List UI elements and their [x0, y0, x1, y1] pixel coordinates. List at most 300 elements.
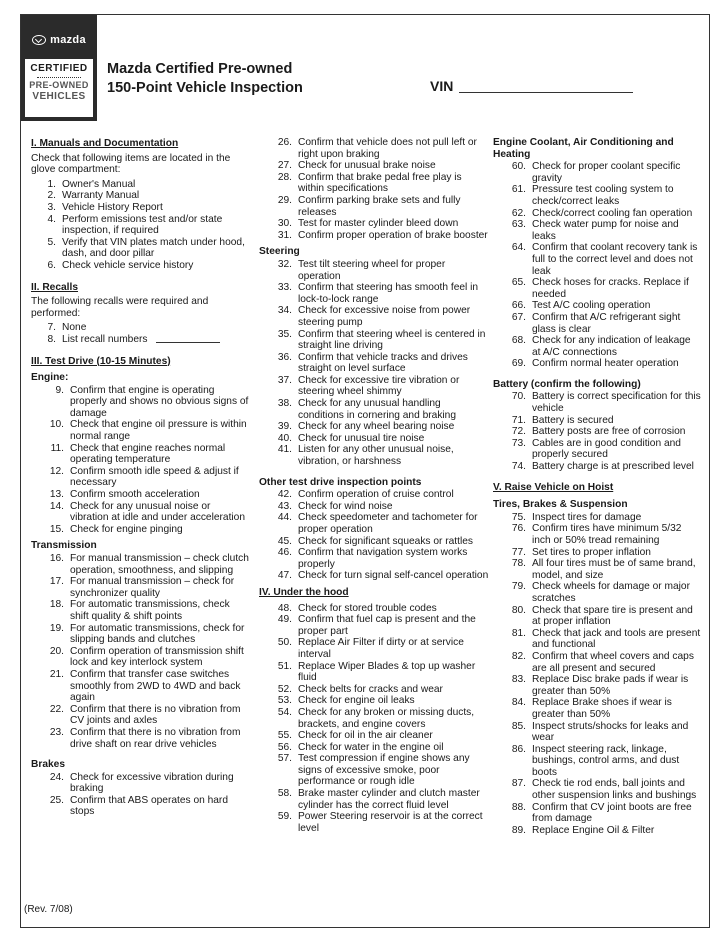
item-text: Confirm tires have minimum 5/32 inch or 50% tread remaining — [532, 523, 682, 546]
checklist-item — [259, 684, 489, 696]
section-test-drive-title: III. Test Drive (10-15 Minutes) — [31, 355, 171, 367]
item-text: Vehicle History Report — [62, 201, 163, 213]
item-text: Confirm that vehicle tracks and drives straight on level surface — [298, 351, 468, 375]
item-number: 88. — [511, 801, 526, 813]
coolant-list — [493, 161, 701, 370]
column-left — [31, 134, 251, 818]
item-text: Replace Wiper Blades & top up washer fluid — [298, 660, 476, 684]
item-text: Confirm that fuel cap is present and the proper part — [298, 614, 476, 637]
checklist-item — [31, 260, 251, 272]
section-manuals-title: I. Manuals and Documentation — [31, 138, 179, 149]
checklist-item — [493, 547, 701, 559]
item-text: Confirm that navigation system works properly — [298, 547, 468, 570]
item-number: 13. — [49, 489, 64, 501]
item-number: 34. — [277, 305, 292, 317]
item-text: Check that spare tire is present and at proper inflation — [532, 604, 693, 628]
item-number: 27. — [277, 160, 292, 172]
item-text: Confirm normal heater operation — [532, 358, 679, 370]
certified-badge — [25, 59, 93, 117]
section-manuals-intro: Check that following items are located in the glove compartment: — [31, 152, 231, 176]
item-number: 62. — [511, 207, 526, 219]
checklist-item — [31, 214, 251, 237]
checklist-item — [259, 753, 489, 788]
item-number: 86. — [511, 743, 526, 755]
item-text: Confirm that steering wheel is centered in straight line driving — [298, 328, 486, 352]
item-number: 44. — [277, 512, 292, 524]
checklist-item — [493, 461, 701, 473]
item-text: Check for excessive noise from power steering pump — [298, 305, 471, 328]
item-number: 76. — [511, 523, 526, 535]
item-text: Test A/C cooling operation — [532, 300, 651, 312]
checklist-item — [493, 277, 701, 300]
item-text: Listen for any other unusual noise, vibration, or harshness — [298, 444, 454, 468]
item-text: Check for engine oil leaks — [298, 695, 415, 707]
checklist-item — [31, 599, 251, 622]
item-number: 15. — [49, 523, 64, 535]
brakes-subtitle: Brakes — [31, 759, 65, 771]
item-number: 32. — [277, 258, 292, 270]
checklist-item — [31, 466, 251, 489]
section-recalls-intro: The following recalls were required and performed: — [31, 296, 209, 319]
checklist-item — [493, 358, 701, 370]
item-text: For manual transmission – check for synchronizer quality — [70, 576, 235, 599]
item-number: 22. — [49, 703, 64, 715]
checklist-item — [259, 570, 489, 582]
item-number: 11. — [50, 442, 64, 454]
item-number: 84. — [511, 697, 526, 709]
item-text: Brake master cylinder and clutch master cylinder has the correct fluid level — [298, 788, 480, 811]
item-number: 64. — [511, 242, 526, 254]
item-number: 10. — [49, 419, 64, 431]
item-number: 3. — [47, 201, 56, 213]
item-text: Confirm that there is no vibration from drive shaft on rear drive vehicles — [70, 726, 241, 750]
item-text: Battery is secured — [532, 414, 614, 426]
item-text: Battery posts are free of corrosion — [532, 426, 686, 438]
checklist-item — [493, 558, 701, 581]
item-number: 9. — [55, 384, 64, 396]
cert-line3: VEHICLES — [32, 91, 86, 102]
item-text: Inspect tires for damage — [532, 511, 642, 523]
transmission-subtitle: Transmission — [31, 540, 97, 552]
checklist-item — [31, 385, 251, 420]
item-number: 49. — [277, 614, 292, 626]
mazda-wing-icon — [32, 35, 46, 45]
section-under-hood-title: IV. Under the hood — [259, 586, 349, 598]
checklist-item — [493, 802, 701, 825]
checklist-item — [259, 603, 489, 615]
item-number: 82. — [511, 650, 526, 662]
checklist-item — [31, 669, 251, 704]
item-number: 89. — [511, 824, 526, 836]
item-number: 31. — [277, 229, 292, 241]
item-text: Pressure test cooling system to check/correct leaks — [532, 184, 674, 207]
item-text: Replace Disc brake pads if wear is greater than 50% — [532, 674, 689, 697]
checklist-item — [31, 623, 251, 646]
item-number: 87. — [511, 778, 526, 790]
cert-divider — [37, 77, 81, 78]
item-number: 60. — [511, 161, 526, 173]
item-number: 77. — [511, 546, 526, 558]
checklist-item — [493, 628, 701, 651]
item-number: 53. — [277, 695, 292, 707]
item-text: Check for turn signal self-cancel operation — [298, 570, 489, 582]
coolant-subtitle: Engine Coolant, Air Conditioning and Heating — [493, 137, 674, 160]
item-number: 33. — [277, 282, 292, 294]
item-text: Check for any unusual handling conditions in cornering and braking — [298, 398, 457, 421]
item-text: Check for engine pinging — [70, 523, 183, 535]
item-text: Owner's Manual — [62, 178, 136, 190]
item-number: 57. — [277, 753, 292, 765]
checklist-item — [493, 581, 701, 604]
item-text: Confirm that coolant recovery tank is full to the correct level and does not leak — [532, 242, 698, 277]
item-number: 46. — [277, 547, 292, 559]
item-text: Confirm that steering has smooth feel in lock-to-lock range — [298, 282, 479, 305]
checklist-item — [493, 391, 701, 414]
item-text: Check for any broken or missing ducts, brackets, and engine covers — [298, 706, 475, 730]
checklist-item — [31, 190, 251, 202]
checklist-item — [259, 218, 489, 230]
item-text: Replace Brake shoes if wear is greater than 50% — [532, 697, 672, 720]
checklist-item — [493, 312, 701, 335]
item-number: 7. — [47, 322, 56, 334]
checklist-item — [493, 415, 701, 427]
item-number: 56. — [277, 741, 292, 753]
checklist-item — [31, 795, 251, 818]
checklist-item — [259, 695, 489, 707]
item-text: Check for wind noise — [298, 500, 393, 512]
item-text: For manual transmission – check clutch operation, smoothness, and slipping — [70, 553, 249, 576]
checklist-item — [31, 443, 251, 466]
item-text: For automatic transmissions, check for slipping bands and clutches — [70, 622, 245, 646]
item-text: Confirm operation of cruise control — [298, 489, 454, 501]
checklist-item — [31, 202, 251, 214]
item-number: 38. — [277, 398, 292, 410]
checklist-item — [31, 419, 251, 442]
item-text: Check for any unusual noise or vibration at idle and under acceleration — [70, 500, 245, 524]
item-number: 48. — [277, 602, 292, 614]
checklist-item — [31, 237, 251, 260]
checklist-item — [493, 605, 701, 628]
checklist-item — [31, 179, 251, 191]
item-number: 65. — [511, 277, 526, 289]
item-number: 17. — [49, 576, 64, 588]
item-text: For automatic transmissions, check shift quality & shift points — [70, 599, 230, 622]
title-line1: Mazda Certified Pre-owned — [107, 61, 293, 77]
item-text: Confirm parking brake sets and fully releases — [298, 194, 461, 218]
vin-label: VIN — [430, 78, 454, 94]
item-number: 83. — [511, 674, 526, 686]
checklist-item — [493, 242, 701, 277]
checklist-item — [31, 553, 251, 576]
checklist-item — [493, 426, 701, 438]
checklist-item — [259, 489, 489, 501]
checklist-item — [259, 195, 489, 218]
under-hood-list — [259, 603, 489, 835]
item-text: All four tires must be of same brand, model, and size — [532, 558, 696, 581]
item-text: Confirm smooth acceleration — [70, 489, 200, 501]
tires-subtitle: Tires, Brakes & Suspension — [493, 499, 628, 511]
item-number: 25. — [49, 794, 64, 806]
revision-note: (Rev. 7/08) — [24, 904, 73, 915]
item-text: Power Steering reservoir is at the correct level — [298, 811, 483, 834]
checklist-item — [259, 707, 489, 730]
checklist-item — [259, 742, 489, 754]
item-text: Check vehicle service history — [62, 259, 194, 271]
checklist-item — [259, 160, 489, 172]
checklist-item — [259, 536, 489, 548]
checklist-item — [259, 433, 489, 445]
checklist-item — [493, 744, 701, 779]
brakes-continued-list — [259, 137, 489, 241]
checklist-item — [493, 697, 701, 720]
item-number: 14. — [49, 500, 64, 512]
item-number: 74. — [511, 461, 526, 473]
engine-subtitle: Engine: — [31, 372, 69, 384]
vin-field — [430, 78, 633, 94]
item-text: Warranty Manual — [62, 190, 140, 202]
item-number: 1. — [47, 178, 56, 190]
item-text: Confirm operation of transmission shift lock and key interlock system — [70, 645, 244, 669]
item-text: Check for unusual tire noise — [298, 432, 425, 444]
item-text: Check for any indication of leakage at A/C connections — [532, 335, 691, 358]
item-number: 2. — [47, 190, 56, 202]
item-number: 59. — [277, 811, 292, 823]
item-text: Confirm that there is no vibration from CV joints and axles — [70, 703, 241, 727]
item-text: Confirm that wheel covers and caps are all present and secured — [532, 650, 694, 674]
item-text: Replace Engine Oil & Filter — [532, 824, 655, 836]
item-number: 75. — [511, 511, 526, 523]
item-number: 63. — [511, 219, 526, 231]
checklist-item — [259, 305, 489, 328]
item-text: Confirm smooth idle speed & adjust if necessary — [70, 465, 239, 489]
item-text: Inspect steering rack, linkage, bushings, control arms, and dust boots — [532, 743, 680, 778]
item-text: Check hoses for cracks. Replace if needed — [532, 277, 689, 300]
checklist-item — [31, 524, 251, 536]
checklist-item — [259, 811, 489, 834]
checklist-item — [259, 259, 489, 282]
item-number: 26. — [277, 137, 292, 148]
steering-subtitle: Steering — [259, 246, 300, 258]
item-text: Check tie rod ends, ball joints and other suspension links and bushings — [532, 778, 697, 802]
column-right — [493, 137, 701, 836]
item-number: 68. — [511, 335, 526, 347]
item-number: 16. — [49, 553, 64, 564]
item-text: Test compression if engine shows any signs of excessive smoke, poor performance or rough idle — [298, 753, 470, 788]
item-number: 20. — [49, 645, 64, 657]
checklist-item — [31, 704, 251, 727]
section-recalls-title: II. Recalls — [31, 281, 79, 293]
checklist-item — [31, 576, 251, 599]
item-text: Check for oil in the air cleaner — [298, 730, 433, 742]
item-text: Replace Air Filter if dirty or at service interval — [298, 637, 464, 660]
list-item — [23, 322, 251, 334]
battery-subtitle: Battery (confirm the following) — [493, 378, 641, 390]
cert-line2: PRE-OWNED — [29, 80, 89, 90]
checklist-item — [493, 208, 701, 220]
other-test-drive-list — [259, 489, 489, 582]
item-number: 4. — [47, 213, 56, 225]
checklist-item — [259, 352, 489, 375]
checklist-item — [493, 651, 701, 674]
item-number: 47. — [277, 570, 292, 582]
checklist-item — [259, 329, 489, 352]
item-text — [62, 334, 251, 346]
item-text: Confirm proper operation of brake booster — [298, 229, 488, 241]
item-number: 73. — [511, 437, 526, 449]
checklist-item — [493, 721, 701, 744]
recall-numbers-blank[interactable] — [156, 342, 220, 343]
item-text: Check for excessive tire vibration or steering wheel shimmy — [298, 374, 460, 398]
checklist-item — [259, 444, 489, 467]
item-text: Verify that VIN plates match under hood, dash, and door pillar — [62, 236, 245, 260]
checklist-item — [259, 637, 489, 660]
checklist-item — [493, 825, 701, 837]
item-text: Cables are in good condition and properly secured — [532, 437, 681, 461]
item-text: Confirm that brake pedal free play is within specifications — [298, 171, 462, 195]
item-text: Confirm that engine is operating properly and shows no obvious signs of damage — [70, 384, 249, 419]
tires-list — [493, 512, 701, 837]
item-text: Test tilt steering wheel for proper operation — [298, 258, 446, 282]
manuals-list — [31, 179, 251, 272]
item-text: Confirm that transfer case switches smoothly from 2WD to 4WD and back again — [70, 668, 241, 704]
checklist-item — [493, 219, 701, 242]
item-number: 52. — [277, 683, 292, 695]
item-text: Check for any wheel bearing noise — [298, 421, 455, 433]
cert-line1: CERTIFIED — [30, 63, 88, 74]
item-number: 54. — [277, 706, 292, 718]
item-number: 5. — [47, 236, 56, 248]
checklist-item — [493, 161, 701, 184]
item-text: Check for stored trouble codes — [298, 602, 437, 614]
item-text: Inspect struts/shocks for leaks and wear — [532, 720, 689, 744]
checklist-item — [259, 172, 489, 195]
title-line2: 150-Point Vehicle Inspection — [107, 80, 303, 96]
item-text: Check wheels for damage or major scratches — [532, 581, 690, 604]
item-text: Battery charge is at prescribed level — [532, 461, 694, 473]
item-text: Check water pump for noise and leaks — [532, 219, 679, 242]
item-number: 41. — [277, 444, 292, 456]
item-text: Test for master cylinder bleed down — [298, 218, 459, 230]
item-number: 37. — [277, 374, 292, 386]
item-number: 21. — [49, 668, 64, 680]
item-number: 6. — [47, 259, 56, 271]
item-number: 72. — [511, 426, 526, 438]
item-number: 61. — [511, 184, 526, 196]
item-number: 24. — [49, 771, 64, 783]
checklist-item — [259, 282, 489, 305]
checklist-item — [259, 501, 489, 513]
checklist-item — [493, 674, 701, 697]
item-number: 81. — [511, 627, 526, 639]
item-text: Check that engine oil pressure is within normal range — [70, 419, 247, 443]
checklist-item — [259, 137, 489, 160]
item-text: Check for significant squeaks or rattles — [298, 535, 473, 547]
checklist-item — [493, 778, 701, 801]
brand-name: mazda — [50, 34, 86, 46]
item-text: None — [62, 322, 87, 334]
item-number: 19. — [49, 622, 64, 634]
item-number: 12. — [49, 465, 64, 477]
checklist-item — [259, 398, 489, 421]
column-middle — [259, 137, 489, 834]
item-number: 8. — [47, 333, 56, 345]
item-number: 66. — [511, 300, 526, 312]
item-text: Confirm that A/C refrigerant sight glass is clear — [532, 311, 681, 335]
item-text: Confirm that CV joint boots are free from damage — [532, 801, 692, 825]
item-text: Check that jack and tools are present and functional — [532, 627, 701, 651]
vin-blank[interactable] — [459, 92, 633, 93]
item-number: 78. — [511, 558, 526, 570]
item-number: 45. — [277, 535, 292, 547]
item-number: 70. — [511, 391, 526, 403]
checklist-item — [259, 730, 489, 742]
recall-numbers-label: List recall numbers — [62, 333, 148, 345]
section-hoist-title: V. Raise Vehicle on Hoist — [493, 481, 614, 493]
brakes-list — [31, 772, 251, 818]
item-number: 50. — [277, 637, 292, 649]
item-number: 29. — [277, 194, 292, 206]
checklist-item — [493, 512, 701, 524]
item-number: 85. — [511, 720, 526, 732]
checklist-item — [259, 614, 489, 637]
item-text: Check speedometer and tachometer for proper operation — [298, 512, 478, 535]
item-number: 30. — [277, 218, 292, 230]
item-text: Check for excessive vibration during braking — [70, 771, 234, 795]
item-number: 43. — [277, 500, 292, 512]
checklist-item — [31, 501, 251, 524]
other-test-drive-subtitle: Other test drive inspection points — [259, 476, 422, 488]
checklist-item — [259, 788, 489, 811]
item-number: 36. — [277, 351, 292, 363]
checklist-item — [493, 438, 701, 461]
item-text: Confirm that ABS operates on hard stops — [70, 794, 228, 818]
checklist-item — [31, 646, 251, 669]
checklist-item — [493, 300, 701, 312]
item-number: 42. — [277, 489, 292, 501]
item-text: Check that engine reaches normal operating temperature — [70, 442, 226, 466]
checklist-item — [493, 184, 701, 207]
brand-banner — [21, 15, 97, 121]
item-text: Set tires to proper inflation — [532, 546, 651, 558]
document-title — [107, 60, 303, 98]
item-text: Check belts for cracks and wear — [298, 683, 443, 695]
item-number: 80. — [511, 604, 526, 616]
item-text: Check for unusual brake noise — [298, 160, 436, 172]
item-number: 35. — [277, 328, 292, 340]
item-text: Confirm that vehicle does not pull left or right upon braking — [298, 137, 477, 160]
engine-list — [31, 385, 251, 536]
item-number: 28. — [277, 171, 292, 183]
list-item — [23, 334, 251, 346]
item-text: Check for proper coolant specific gravity — [532, 161, 681, 184]
item-text: Check/correct cooling fan operation — [532, 207, 693, 219]
item-text: Check for water in the engine oil — [298, 741, 444, 753]
item-number: 39. — [277, 421, 292, 433]
item-number: 71. — [511, 414, 526, 426]
item-number: 67. — [511, 311, 526, 323]
checklist-item — [31, 727, 251, 750]
item-number: 79. — [511, 581, 526, 593]
checklist-item — [259, 375, 489, 398]
checklist-item — [259, 512, 489, 535]
item-number: 58. — [277, 788, 292, 800]
transmission-list — [31, 553, 251, 750]
item-number: 55. — [277, 730, 292, 742]
checklist-item — [31, 489, 251, 501]
battery-list — [493, 391, 701, 472]
item-text: Perform emissions test and/or state inspection, if required — [62, 213, 223, 237]
checklist-item — [259, 661, 489, 684]
